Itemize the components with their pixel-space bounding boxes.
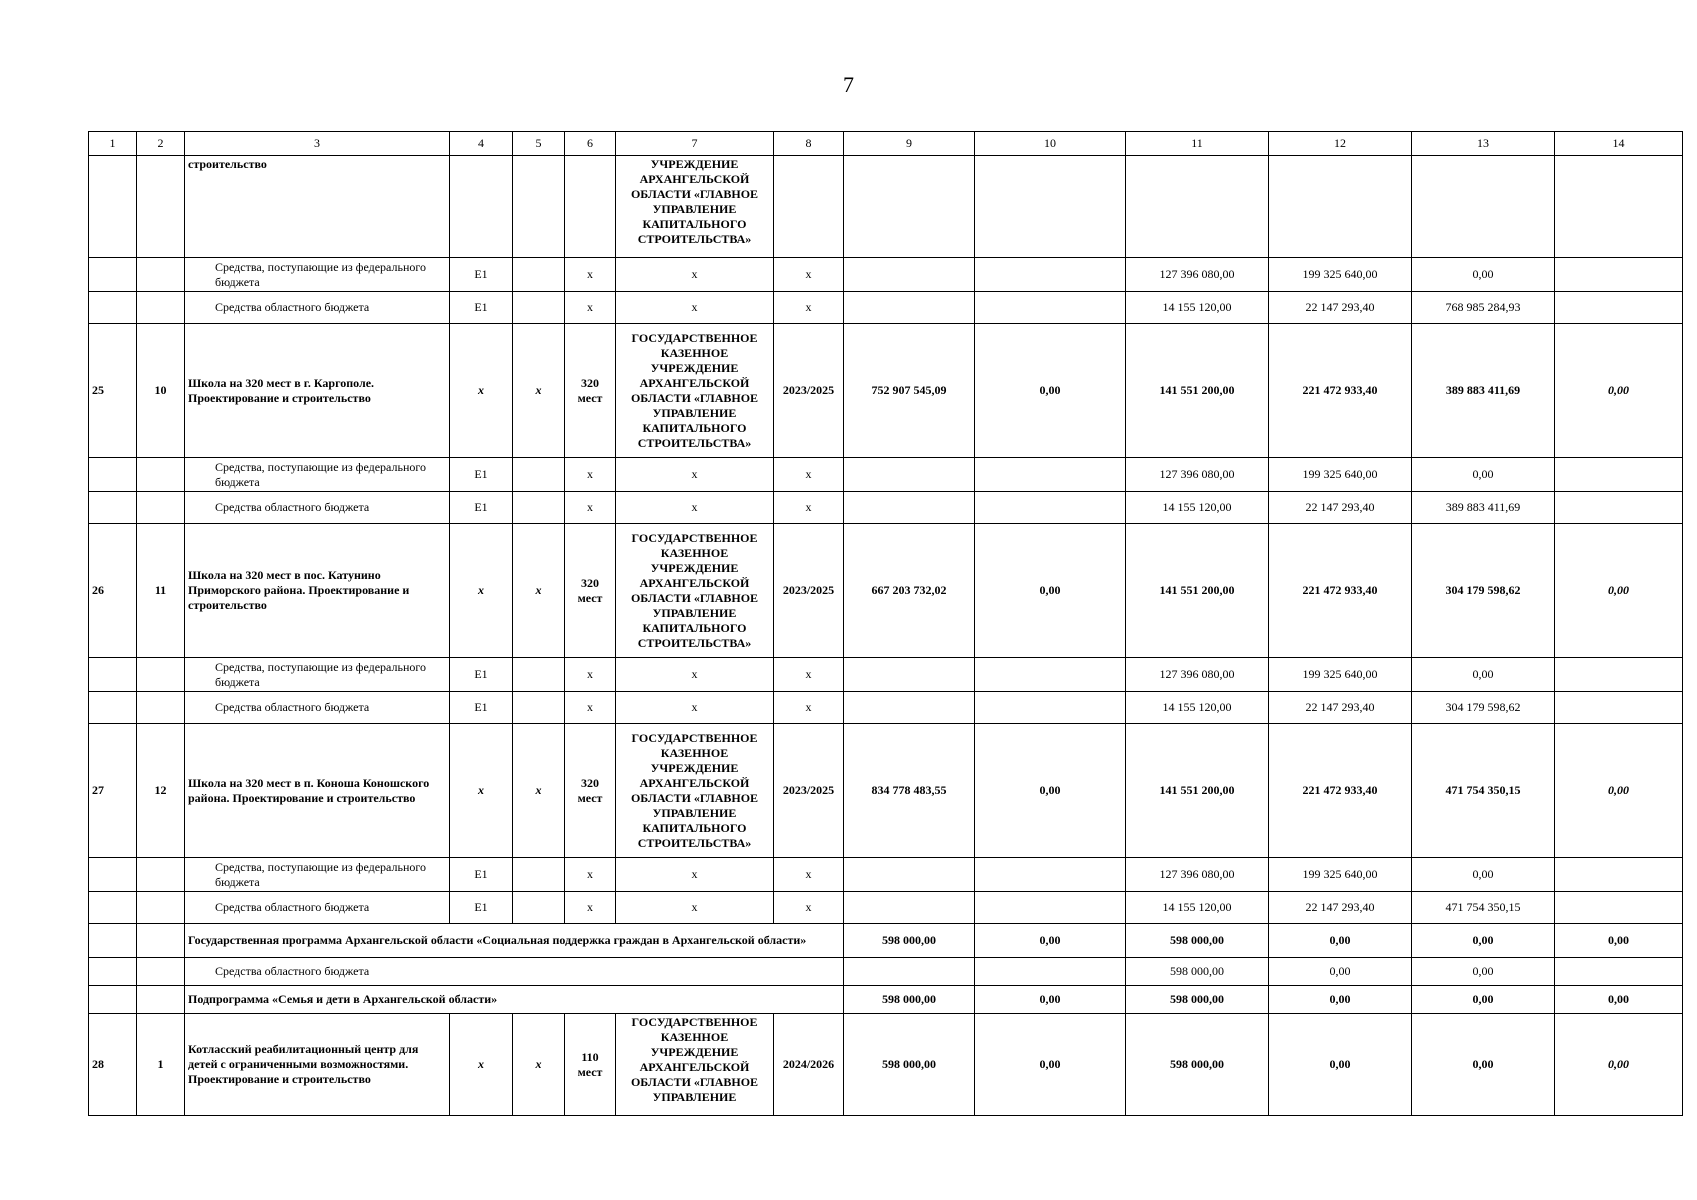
capacity-cell: х (565, 458, 616, 492)
object-name: Школа на 320 мест в п. Коноша Коношского района. Проектирование и строительство (185, 724, 450, 858)
value-cell: 22 147 293,40 (1269, 692, 1412, 724)
period-cell: 2023/2025 (774, 524, 844, 658)
project-code: Е1 (450, 292, 513, 324)
value-cell: 389 883 411,69 (1412, 324, 1555, 458)
column-header: 6 (565, 132, 616, 156)
subprogram-name: Подпрограмма «Семья и дети в Архангельской области» (185, 986, 844, 1014)
table-row (89, 724, 1683, 858)
value-cell: 667 203 732,02 (844, 524, 975, 658)
object-name: Котласский реабилитационный центр для детей с ограниченными возможностями. Проектирование и строительство (185, 1014, 450, 1116)
column-number-row (89, 132, 1683, 156)
value-cell: 0,00 (1555, 724, 1683, 858)
value-cell: 22 147 293,40 (1269, 292, 1412, 324)
column-header: 7 (616, 132, 774, 156)
funding-source-label: Средства областного бюджета (185, 892, 450, 924)
row-number: 27 (89, 724, 137, 858)
customer-org: ГОСУДАРСТВЕННОЕ КАЗЕННОЕ УЧРЕЖДЕНИЕ АРХАНГЕЛЬСКОЙ ОБЛАСТИ «ГЛАВНОЕ УПРАВЛЕНИЕ КАПИТАЛЬНОГО СТРОИТЕЛЬСТВА» (616, 724, 774, 858)
column-header: 2 (137, 132, 185, 156)
value-cell: 0,00 (1269, 958, 1412, 986)
value-cell: 471 754 350,15 (1412, 892, 1555, 924)
capacity-cell: х (565, 858, 616, 892)
project-code: Е1 (450, 692, 513, 724)
value-cell: 0,00 (1555, 1014, 1683, 1116)
value-cell: 0,00 (1269, 1014, 1412, 1116)
value-cell: 221 472 933,40 (1269, 724, 1412, 858)
row-number: 25 (89, 324, 137, 458)
project-code: Е1 (450, 458, 513, 492)
column-header: 14 (1555, 132, 1683, 156)
value-cell: 22 147 293,40 (1269, 492, 1412, 524)
customer-cell: х (616, 658, 774, 692)
table-row (89, 692, 1683, 724)
row-subnumber: 12 (137, 724, 185, 858)
value-cell: 0,00 (975, 724, 1126, 858)
table-row (89, 258, 1683, 292)
value-cell: 141 551 200,00 (1126, 324, 1269, 458)
table-row (89, 324, 1683, 458)
period-cell: х (774, 658, 844, 692)
value-cell: 0,00 (1412, 858, 1555, 892)
table-row (89, 524, 1683, 658)
value-cell: 14 155 120,00 (1126, 492, 1269, 524)
value-cell: 0,00 (1412, 986, 1555, 1014)
value-cell: 471 754 350,15 (1412, 724, 1555, 858)
project-code: Е1 (450, 492, 513, 524)
page-number: 7 (843, 72, 854, 97)
value-cell: 141 551 200,00 (1126, 524, 1269, 658)
value-cell: 834 778 483,55 (844, 724, 975, 858)
value-cell: 0,00 (975, 524, 1126, 658)
row-number: 26 (89, 524, 137, 658)
funding-source-label: Средства областного бюджета (185, 692, 450, 724)
value-cell: 304 179 598,62 (1412, 524, 1555, 658)
project-code: Е1 (450, 258, 513, 292)
value-cell: 598 000,00 (1126, 924, 1269, 958)
row-subnumber: 11 (137, 524, 185, 658)
customer-org: ГОСУДАРСТВЕННОЕ КАЗЕННОЕ УЧРЕЖДЕНИЕ АРХАНГЕЛЬСКОЙ ОБЛАСТИ «ГЛАВНОЕ УПРАВЛЕНИЕ КАПИТАЛЬНОГО СТРОИТЕЛЬСТВА» (616, 524, 774, 658)
column-header: 3 (185, 132, 450, 156)
x-cell: х (450, 1014, 513, 1116)
value-cell: 127 396 080,00 (1126, 458, 1269, 492)
value-cell: 22 147 293,40 (1269, 892, 1412, 924)
period-cell: х (774, 292, 844, 324)
capacity-cell: 320 мест (565, 724, 616, 858)
funding-source-label: Средства, поступающие из федерального бюджета (185, 258, 450, 292)
value-cell: 199 325 640,00 (1269, 858, 1412, 892)
value-cell: 0,00 (1555, 924, 1683, 958)
funding-source-label: Средства областного бюджета (185, 492, 450, 524)
customer-cell: х (616, 258, 774, 292)
period-cell: х (774, 458, 844, 492)
table-row (89, 986, 1683, 1014)
value-cell: 598 000,00 (844, 924, 975, 958)
table-row (89, 858, 1683, 892)
period-cell: х (774, 492, 844, 524)
customer-cell: х (616, 292, 774, 324)
period-cell: х (774, 892, 844, 924)
value-cell: 199 325 640,00 (1269, 658, 1412, 692)
capacity-cell: х (565, 692, 616, 724)
value-cell: 199 325 640,00 (1269, 458, 1412, 492)
customer-cell: х (616, 492, 774, 524)
table-row (89, 658, 1683, 692)
value-cell: 0,00 (1412, 458, 1555, 492)
value-cell: 598 000,00 (1126, 1014, 1269, 1116)
column-header: 13 (1412, 132, 1555, 156)
value-cell: 598 000,00 (1126, 986, 1269, 1014)
table-row (89, 1014, 1683, 1116)
program-name: Государственная программа Архангельской области «Социальная поддержка граждан в Архангельской области» (185, 924, 844, 958)
project-code: Е1 (450, 858, 513, 892)
funding-source-label: Средства, поступающие из федерального бюджета (185, 658, 450, 692)
column-header: 9 (844, 132, 975, 156)
capacity-cell: х (565, 492, 616, 524)
column-header: 5 (513, 132, 565, 156)
x-cell: х (513, 724, 565, 858)
value-cell: 0,00 (1269, 924, 1412, 958)
column-header: 10 (975, 132, 1126, 156)
project-code: Е1 (450, 658, 513, 692)
funding-source-label: Средства областного бюджета (185, 958, 844, 986)
value-cell: 0,00 (975, 324, 1126, 458)
value-cell: 598 000,00 (844, 1014, 975, 1116)
funding-source-label: Средства, поступающие из федерального бюджета (185, 858, 450, 892)
table-row (89, 492, 1683, 524)
column-header: 4 (450, 132, 513, 156)
table-row (89, 892, 1683, 924)
value-cell: 0,00 (1412, 258, 1555, 292)
value-cell: 14 155 120,00 (1126, 692, 1269, 724)
customer-cell: х (616, 692, 774, 724)
object-name: строительство (185, 156, 450, 258)
row-subnumber: 10 (137, 324, 185, 458)
capacity-cell: 320 мест (565, 524, 616, 658)
value-cell: 0,00 (1269, 986, 1412, 1014)
value-cell: 598 000,00 (844, 986, 975, 1014)
value-cell: 0,00 (1555, 524, 1683, 658)
table-row (89, 156, 1683, 258)
value-cell: 221 472 933,40 (1269, 324, 1412, 458)
value-cell: 0,00 (1412, 1014, 1555, 1116)
table-row (89, 924, 1683, 958)
capacity-cell: х (565, 892, 616, 924)
budget-table (88, 131, 1683, 1116)
value-cell: 127 396 080,00 (1126, 858, 1269, 892)
table-row (89, 958, 1683, 986)
table-row (89, 292, 1683, 324)
value-cell: 14 155 120,00 (1126, 892, 1269, 924)
value-cell: 0,00 (975, 1014, 1126, 1116)
capacity-cell: 320 мест (565, 324, 616, 458)
period-cell: х (774, 858, 844, 892)
x-cell: х (450, 324, 513, 458)
row-number: 28 (89, 1014, 137, 1116)
value-cell: 0,00 (1555, 986, 1683, 1014)
capacity-cell: 110 мест (565, 1014, 616, 1116)
value-cell: 0,00 (1412, 658, 1555, 692)
project-code: Е1 (450, 892, 513, 924)
x-cell: х (513, 1014, 565, 1116)
capacity-cell: х (565, 258, 616, 292)
value-cell: 127 396 080,00 (1126, 258, 1269, 292)
column-header: 1 (89, 132, 137, 156)
customer-cell: х (616, 892, 774, 924)
value-cell: 199 325 640,00 (1269, 258, 1412, 292)
customer-org: ГОСУДАРСТВЕННОЕ КАЗЕННОЕ УЧРЕЖДЕНИЕ АРХАНГЕЛЬСКОЙ ОБЛАСТИ «ГЛАВНОЕ УПРАВЛЕНИЕ (616, 1014, 774, 1116)
x-cell: х (450, 724, 513, 858)
value-cell: 768 985 284,93 (1412, 292, 1555, 324)
value-cell: 304 179 598,62 (1412, 692, 1555, 724)
period-cell: 2023/2025 (774, 324, 844, 458)
value-cell: 141 551 200,00 (1126, 724, 1269, 858)
table-row (89, 458, 1683, 492)
x-cell: х (513, 324, 565, 458)
value-cell: 0,00 (975, 986, 1126, 1014)
capacity-cell: х (565, 292, 616, 324)
funding-source-label: Средства, поступающие из федерального бюджета (185, 458, 450, 492)
column-header: 11 (1126, 132, 1269, 156)
value-cell: 752 907 545,09 (844, 324, 975, 458)
customer-cell: х (616, 458, 774, 492)
period-cell: 2024/2026 (774, 1014, 844, 1116)
period-cell: х (774, 692, 844, 724)
value-cell: 598 000,00 (1126, 958, 1269, 986)
x-cell: х (450, 524, 513, 658)
funding-source-label: Средства областного бюджета (185, 292, 450, 324)
object-name: Школа на 320 мест в пос. Катунино Приморского района. Проектирование и строительство (185, 524, 450, 658)
column-header: 8 (774, 132, 844, 156)
column-header: 12 (1269, 132, 1412, 156)
capacity-cell: х (565, 658, 616, 692)
value-cell: 389 883 411,69 (1412, 492, 1555, 524)
x-cell: х (513, 524, 565, 658)
period-cell: х (774, 258, 844, 292)
row-subnumber: 1 (137, 1014, 185, 1116)
value-cell: 14 155 120,00 (1126, 292, 1269, 324)
customer-cell: х (616, 858, 774, 892)
value-cell: 0,00 (975, 924, 1126, 958)
period-cell: 2023/2025 (774, 724, 844, 858)
value-cell: 0,00 (1555, 324, 1683, 458)
value-cell: 127 396 080,00 (1126, 658, 1269, 692)
value-cell: 221 472 933,40 (1269, 524, 1412, 658)
value-cell: 0,00 (1412, 958, 1555, 986)
customer-org: УЧРЕЖДЕНИЕ АРХАНГЕЛЬСКОЙ ОБЛАСТИ «ГЛАВНОЕ УПРАВЛЕНИЕ КАПИТАЛЬНОГО СТРОИТЕЛЬСТВА» (616, 156, 774, 258)
value-cell: 0,00 (1412, 924, 1555, 958)
customer-org: ГОСУДАРСТВЕННОЕ КАЗЕННОЕ УЧРЕЖДЕНИЕ АРХАНГЕЛЬСКОЙ ОБЛАСТИ «ГЛАВНОЕ УПРАВЛЕНИЕ КАПИТАЛЬНОГО СТРОИТЕЛЬСТВА» (616, 324, 774, 458)
object-name: Школа на 320 мест в г. Каргополе. Проектирование и строительство (185, 324, 450, 458)
